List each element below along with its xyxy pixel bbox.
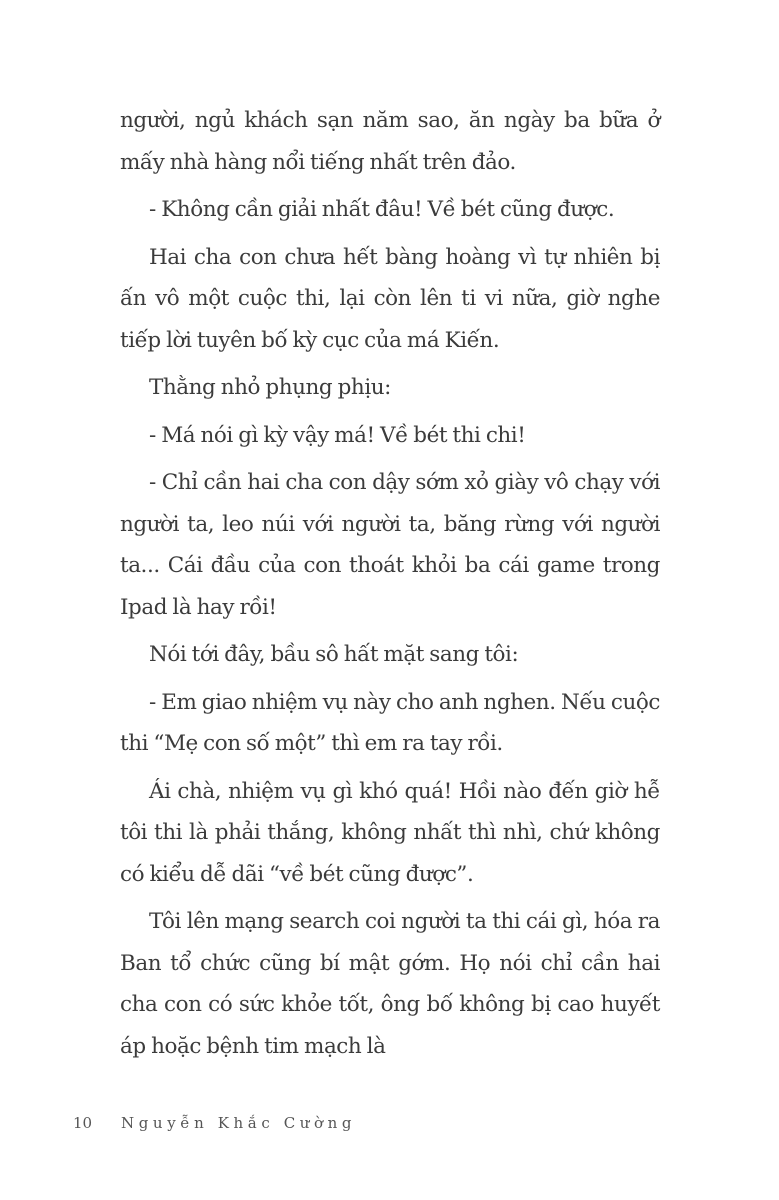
paragraph: Ái chà, nhiệm vụ gì khó quá! Hồi nào đến giờ hễ tôi thi là phải thắng, không nhất thì nhì, chứ không có kiểu dễ dãi “về bét cũng được”. [120,778,660,887]
paragraph: - Không cần giải nhất đâu! Về bét cũng được. [149,197,615,222]
paragraph: Hai cha con chưa hết bàng hoàng vì tự nhiên bị ấn vô một cuộc thi, lại còn lên ti vi nữa, giờ nghe tiếp lời tuyên bố kỳ cục của má Kiến. [120,244,660,353]
paragraph: Thằng nhỏ phụng phịu: [149,375,391,400]
page-number: 10 [73,1114,93,1132]
paragraph: người, ngủ khách sạn năm sao, ăn ngày ba bữa ở mấy nhà hàng nổi tiếng nhất trên đảo. [120,108,660,175]
paragraph: - Chỉ cần hai cha con dậy sớm xỏ giày vô chạy với người ta, leo núi với người ta, băng rừng với người ta... Cái đầu của con thoát khỏi ba cái game trong Ipad là hay rồi! [120,470,660,620]
paragraph: - Má nói gì kỳ vậy má! Về bét thi chi! [149,422,526,448]
paragraph: Nói tới đây, bầu sô hất mặt sang tôi: [149,642,519,667]
page-body [120,100,660,1073]
paragraph: - Em giao nhiệm vụ này cho anh nghen. Nếu cuộc thi “Mẹ con số một” thì em ra tay rồi. [120,689,660,756]
paragraph: Tôi lên mạng search coi người ta thi cái gì, hóa ra Ban tổ chức cũng bí mật gớm. Họ nói chỉ cần hai cha con có sức khỏe tốt, ông bố không bị cao huyết áp hoặc bệnh tim mạch là [120,909,660,1059]
running-author-name: Nguyễn Khắc Cường [121,1114,357,1132]
page-footer [73,1114,356,1132]
